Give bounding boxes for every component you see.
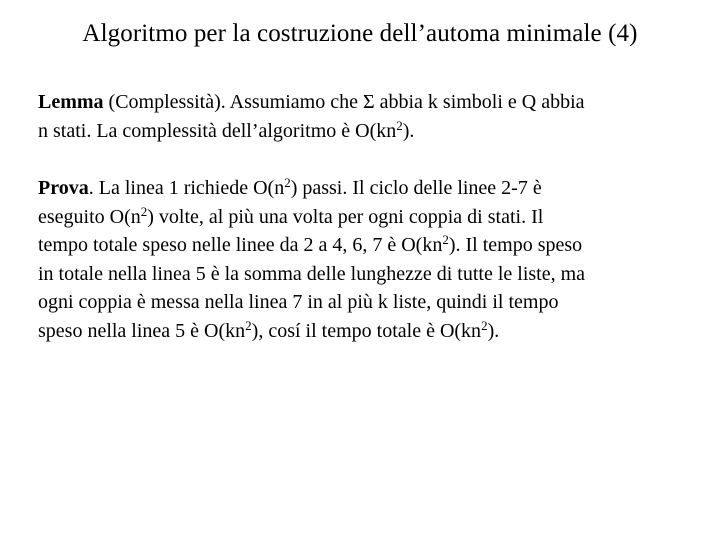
lemma-line [38, 117, 698, 146]
slide-title: Algoritmo per la costruzione dell’automa minimale (4) [82, 20, 638, 47]
text-run: (Complessità). Assumiamo che Σ abbia k simboli e Q abbia [103, 91, 585, 113]
text-run: ). [487, 319, 500, 342]
proof-line [38, 231, 698, 260]
superscript: 2 [245, 317, 252, 333]
proof-line [38, 260, 698, 289]
proof-line [38, 288, 698, 317]
lemma-keyword: Lemma [38, 91, 104, 113]
text-run: eseguito O(n [38, 205, 141, 228]
text-run: ). [402, 119, 415, 142]
superscript: 2 [396, 117, 403, 133]
lemma-line [38, 88, 698, 117]
proof-paragraph [38, 174, 698, 345]
proof-line [38, 203, 698, 232]
superscript: 2 [442, 232, 449, 247]
text-run: ogni coppia è messa nella linea 7 in al più k liste, quindi il tempo [38, 291, 559, 313]
proof-line [38, 317, 698, 346]
proof-keyword: Prova [38, 177, 89, 199]
text-run: in totale nella linea 5 è la somma delle lunghezze di tutte le liste, ma [38, 262, 586, 285]
text-run: n stati. La complessità dell’algoritmo è O(kn [38, 119, 397, 142]
superscript: 2 [481, 317, 488, 333]
text-run: ), cosí il tempo totale è O(kn [251, 319, 482, 342]
text-run: speso nella linea 5 è O(kn [38, 319, 246, 342]
text-run: ) passi. Il ciclo delle linee 2-7 è [290, 177, 542, 199]
text-run: ) volte, al più una volta per ogni coppia di stati. Il [147, 205, 544, 228]
text-run: ). Il tempo speso [448, 234, 583, 256]
proof-line [38, 174, 698, 203]
text-run: . La linea 1 richiede O(n [88, 177, 285, 199]
lemma-paragraph [38, 88, 698, 145]
superscript: 2 [284, 175, 291, 190]
text-run: tempo totale speso nelle linee da 2 a 4, 6, 7 è O(kn [38, 234, 443, 256]
superscript: 2 [140, 203, 148, 219]
